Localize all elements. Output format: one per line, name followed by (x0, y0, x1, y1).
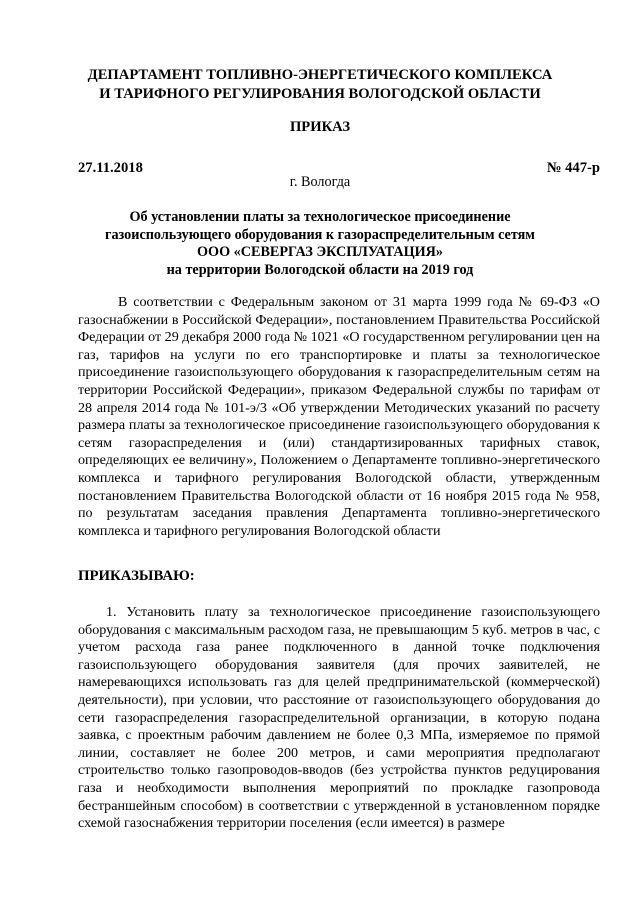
order-number: № 447-р (546, 160, 600, 176)
preamble-paragraph: В соответствии с Федеральным законом от 31 марта 1999 года № 69-ФЗ «О газоснабжении в Российской Федерации», постановлением Правительства Российской Федерации от 29 декабря 2000 года № 1021 «О государственном регулировании цен на газ, тарифов на услуги по его транспортировке и платы за технологическое присоединение газоиспользующего оборудования к газораспределительным сетям на территории Российской Федерации», приказом Федеральной службы по тарифам от 28 апреля 2014 года № 101-э/3 «Об утверждении Методических указаний по расчету размера платы за технологическое присоединение газоиспользующего оборудования к сетям газораспределения и (или) стандартизированных тарифных ставок, определяющих ее величину», Положением о Департаменте топливно-энергетического комплекса и тарифного регулирования Вологодской области, утвержденным постановлением Правительства Вологодской области от 16 ноября 2015 года № 958, по результатам заседания правления Департамента топливно-энергетического комплекса и тарифного регулирования Вологодской области (78, 294, 600, 539)
subject-line-2: газоиспользующего оборудования к газораспределительным сетям (105, 226, 535, 243)
department-line-1: ДЕПАРТАМЕНТ ТОПЛИВНО-ЭНЕРГЕТИЧЕСКОГО КОМПЛЕКСА (87, 67, 553, 83)
doc-type-title: ПРИКАЗ (289, 119, 351, 135)
item-1-paragraph: 1. Установить плату за технологическое присоединение газоиспользующего оборудования с максимальным расходом газа, не превышающим 5 куб. метров в час, с учетом расхода газа ранее подключенного в данной точке подключения газоиспользующего оборудования заявителя (для прочих заявителей, не намеревающихся использовать газ для целей предпринимательской (коммерческой) деятельности), при условии, что расстояние от газоиспользующего оборудования до сети газораспределения газораспределительной организации, в которую подана заявка, с проектным рабочим давлением не более 0,3 МПа, измеряемое по прямой линии, составляет не более 200 метров, и сами мероприятия предполагают строительство только газопроводов-вводов (без устройства пунктов редуцирования газа и необходимости выполнения мероприятий по прокладке газопровода бестраншейным способом) в соответствии с утвержденной в установленном порядке схемой газоснабжения территории поселения (если имеется) в размере (78, 604, 600, 832)
order-city: г. Вологда (289, 174, 351, 190)
subject-line-4: на территории Вологодской области на 2019 год (166, 261, 474, 278)
order-subject (40, 209, 600, 279)
subject-line-1: Об установлении платы за технологическое присоединение (129, 209, 511, 225)
department-header (40, 66, 600, 104)
subject-line-3: ООО «СЕВЕРГАЗ ЭКСПЛУАТАЦИЯ» (197, 244, 443, 261)
department-line-2: И ТАРИФНОГО РЕГУЛИРОВАНИЯ ВОЛОГОДСКОЙ ОБЛАСТИ (99, 86, 541, 102)
order-date: 27.11.2018 (78, 160, 143, 176)
command-word: ПРИКАЗЫВАЮ: (78, 568, 195, 584)
